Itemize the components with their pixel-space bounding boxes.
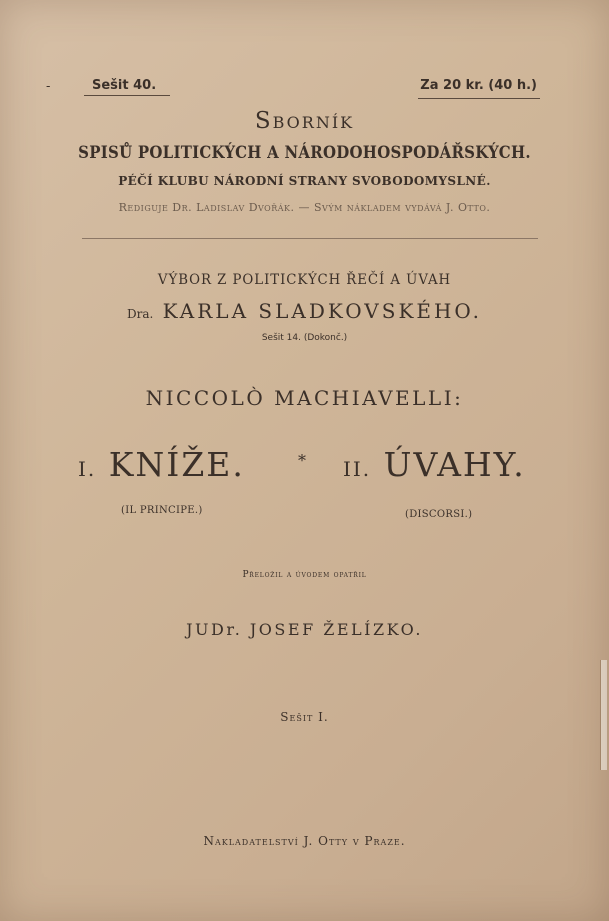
part2-name: ÚVAHY. (383, 445, 526, 484)
part1-name: KNÍŽE. (108, 445, 245, 484)
author-prefix: Dra. (126, 307, 154, 321)
asterisk-separator: * (298, 451, 306, 470)
part2-number: II. (343, 457, 372, 481)
part1-original-title: (IL PRINCIPE.) (121, 505, 203, 516)
series-club: PÉČÍ KLUBU NÁRODNÍ STRANY SVOBODOMYSLNÉ. (118, 174, 491, 188)
issue-label: Sešit I. (280, 710, 329, 724)
translator (0, 620, 609, 639)
header-divider (82, 238, 538, 239)
issue-number: Sešit 40. (92, 78, 157, 93)
translator-prefix: JUDr. (186, 620, 243, 639)
author-name: KARLA SLADKOVSKÉHO. (162, 299, 483, 323)
part1-title (78, 445, 245, 484)
series-title: Sborník (254, 108, 355, 134)
part1-number: I. (78, 457, 97, 481)
work-titles (0, 445, 609, 495)
price-underline (418, 98, 540, 99)
collection-issue-note: Sešit 14. (Dokonč.) (261, 333, 348, 343)
page-edge-tab (600, 660, 607, 770)
translator-name: JOSEF ŽELÍZKO. (249, 620, 423, 639)
series-editor: Rediguje Dr. Ladislav Dvořák. — Svým nákladem vydává J. Otto. (118, 201, 491, 214)
series-subtitle: SPISŮ POLITICKÝCH A NÁRODOHOSPODÁŘSKÝCH. (78, 143, 531, 163)
part2-original-title: (DISCORSI.) (405, 509, 473, 520)
translation-note: Přeložil a úvodem opatřil (242, 570, 367, 580)
issue-number-underline (84, 95, 170, 96)
publisher: Nakladatelství J. Otty v Praze. (203, 834, 406, 848)
part2-title (343, 445, 526, 484)
work-author: NICCOLÒ MACHIAVELLI: (145, 386, 464, 410)
price: Za 20 kr. (40 h.) (420, 78, 537, 93)
header-mark: - (46, 79, 51, 94)
collection-author (0, 299, 609, 323)
collection-title: VÝBOR Z POLITICKÝCH ŘEČÍ A ÚVAH (157, 272, 452, 288)
